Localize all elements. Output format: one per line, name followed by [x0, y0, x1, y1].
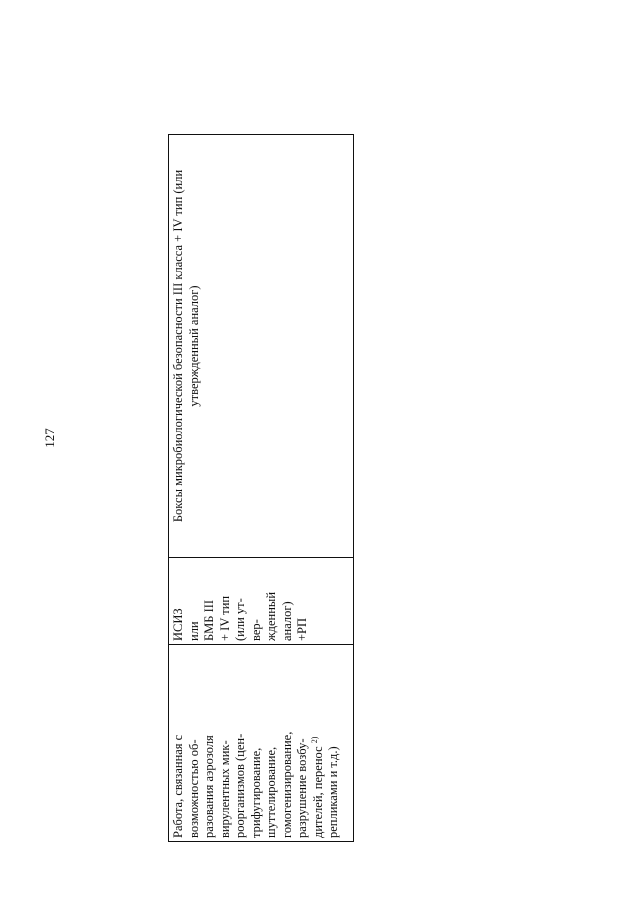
work-type-line: Работа, связанная с: [171, 734, 185, 838]
protection-line: аналог): [279, 601, 294, 641]
requirements-table: [168, 134, 354, 842]
protection-line: вер-: [248, 619, 263, 641]
boxes-text: Боксы микробиологической безопасности III класса + IV тип (или утвержденный аналог): [171, 169, 201, 523]
protection-line: + IV тип: [217, 595, 232, 641]
work-type-line: возможностью об-: [186, 739, 201, 838]
protection-line: или: [186, 621, 201, 641]
work-type-line: [311, 648, 327, 838]
work-type-line: вирулентных мик-: [217, 740, 232, 838]
work-type-line: разрушение возбу-: [295, 738, 309, 838]
work-type-line: трифугирование,: [248, 747, 263, 838]
work-type-line-text: дителей, перенос: [310, 746, 325, 838]
protection-line: +РП: [295, 617, 309, 641]
work-type-cell: [169, 645, 354, 842]
page-number: 127: [42, 428, 57, 448]
protection-line: БМБ III: [202, 599, 216, 641]
protection-line: ИСИЗ: [171, 608, 185, 641]
protection-cell: [169, 558, 354, 645]
document-table-container: [168, 134, 354, 842]
boxes-cell: [169, 135, 354, 558]
work-type-line: репликами и т.д.): [326, 746, 340, 838]
work-type-line: разования аэрозоля: [202, 735, 216, 838]
work-type-line: шуттелирование,: [264, 746, 278, 838]
table-row: [169, 135, 354, 842]
work-type-line: гомогенизирование,: [279, 731, 294, 838]
protection-line: (или ут-: [233, 598, 247, 641]
protection-line: жденный: [264, 591, 278, 641]
footnote-marker: 2): [309, 736, 319, 744]
work-type-line: роорганизмов (цен-: [233, 733, 247, 838]
